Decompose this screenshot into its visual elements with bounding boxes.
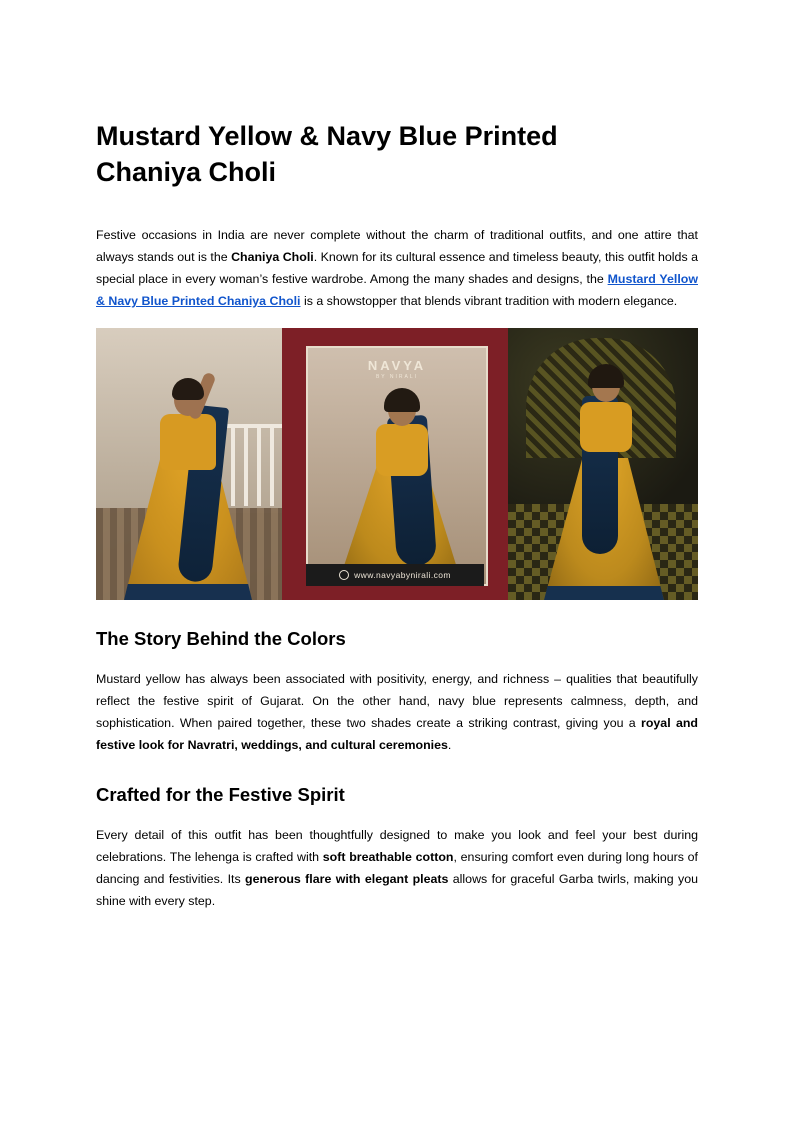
page-title-line-1: Mustard Yellow & Navy Blue Printed [96, 121, 558, 151]
left-model [130, 364, 246, 600]
section-paragraph-story [96, 668, 698, 756]
intro-bold-chaniya-choli: Chaniya Choli [231, 250, 314, 264]
right-model-hair [588, 364, 624, 388]
product-link[interactable]: Mustard Yellow & Navy Blue Printed Chaniya Choli [96, 272, 698, 308]
globe-icon [339, 570, 349, 580]
document-content [96, 118, 698, 926]
left-model-lehenga-hem [124, 584, 252, 600]
collage-image-right [508, 328, 698, 600]
left-model-choli [160, 414, 216, 470]
section-paragraph-crafted [96, 824, 698, 912]
crafted-text-part-1: Every detail of this outfit has been thoughtfully designed to make you look and feel your best during celebrations. The lehenga is crafted with [96, 828, 698, 864]
story-bold-royal-look: royal and festive look for Navratri, weddings, and cultural ceremonies [96, 716, 698, 752]
page-title [96, 118, 698, 190]
intro-paragraph [96, 224, 698, 312]
left-model-hair [172, 378, 204, 400]
website-url: www.navyabynirali.com [354, 570, 451, 580]
center-model-choli [376, 424, 428, 476]
section-heading-crafted: Crafted for the Festive Spirit [96, 784, 345, 805]
crafted-bold-flare: generous flare with elegant pleats [245, 872, 449, 886]
story-text-part-2: . [447, 738, 452, 752]
right-model [552, 362, 658, 600]
intro-text-part-3: is a showstopper that blends vibrant tradition with modern elegance. [300, 294, 678, 308]
collage-image-left [96, 328, 282, 600]
crafted-text-part-3: allows for graceful Garba twirls, making you shine with every step. [96, 872, 698, 908]
product-image-collage [96, 328, 698, 600]
right-model-lehenga-hem [544, 586, 664, 600]
brand-tagline: BY NIRALI [375, 374, 419, 380]
collage-image-center [282, 328, 508, 600]
intro-text-part-1: Festive occasions in India are never complete without the charm of traditional outfits, and one attire that always stands out is the [96, 228, 698, 264]
page-title-line-2: Chaniya Choli [96, 157, 277, 187]
story-text-part-1: Mustard yellow has always been associated with positivity, energy, and richness – qualities that beautifully reflect the festive spirit of Gujarat. On the other hand, navy blue represents calmness, depth, and sophistication. When paired together, these two shades create a striking contrast, giving you a [96, 672, 698, 730]
right-model-choli [580, 402, 632, 452]
brand-logo: NAVYA [367, 358, 427, 373]
website-banner [306, 564, 484, 586]
intro-text-part-2: . Known for its cultural essence and timeless beauty, this outfit holds a special place in every woman’s festive wardrobe. Among the many shades and designs, the [96, 250, 698, 286]
crafted-text-part-2: , ensuring comfort even during long hours of dancing and festivities. Its [96, 850, 699, 886]
center-model [348, 388, 452, 584]
center-poster-card [306, 346, 488, 586]
crafted-bold-cotton: soft breathable cotton [322, 850, 454, 864]
center-model-hair [384, 388, 420, 412]
section-heading-story: The Story Behind the Colors [96, 628, 346, 649]
